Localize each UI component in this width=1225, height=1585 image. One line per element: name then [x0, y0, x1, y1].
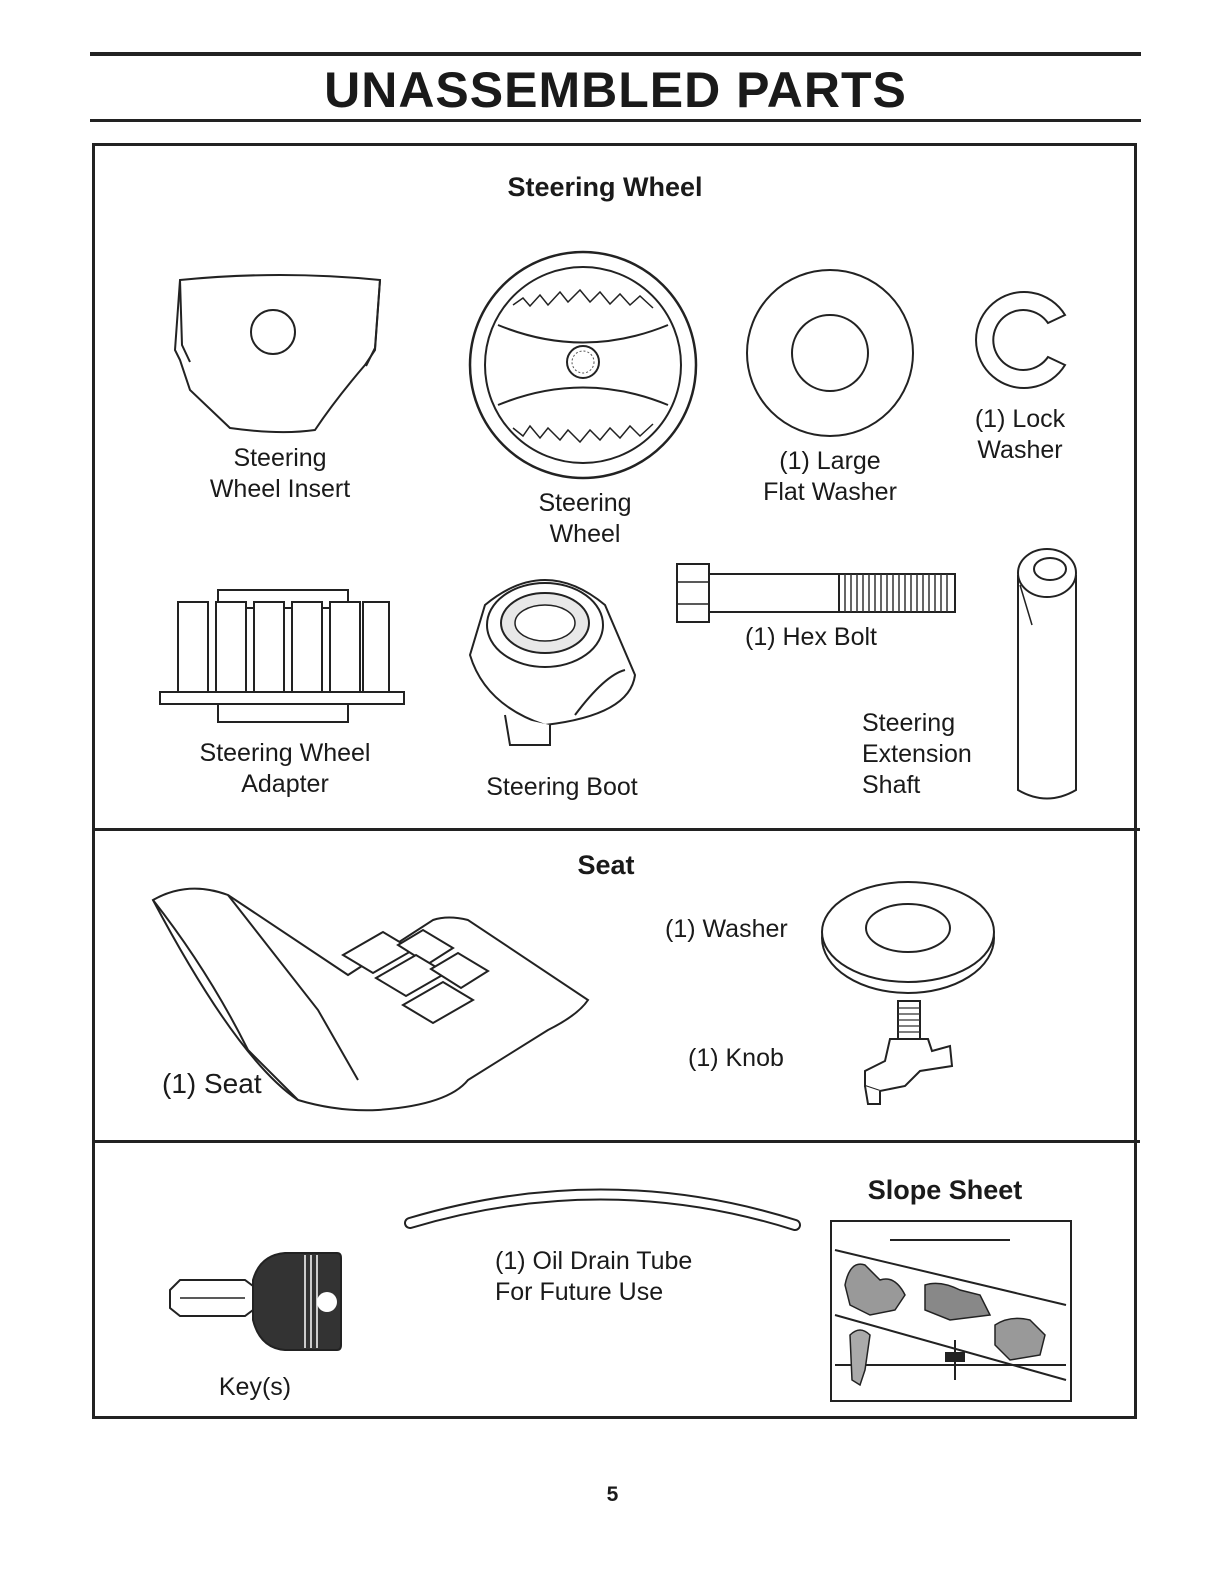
steering-section-title: Steering Wheel — [507, 172, 703, 202]
steering-boot-illustration — [465, 565, 645, 750]
steering-wheel-adapter-label: Steering Wheel Adapter — [199, 739, 371, 798]
steering-extension-shaft-illustration — [1012, 545, 1082, 810]
section-divider-2 — [92, 1140, 1140, 1143]
washer-illustration — [818, 880, 998, 1005]
large-flat-washer-label: (1) Large Flat Washer — [763, 447, 897, 506]
steering-extension-shaft-label: Steering Extension Shaft — [862, 709, 972, 799]
key-illustration — [165, 1250, 345, 1355]
page-number: 5 — [606, 1483, 619, 1506]
page-title: UNASSEMBLED PARTS — [324, 62, 907, 118]
section-divider-1 — [92, 828, 1140, 831]
title-underline — [90, 119, 1141, 122]
seat-label: (1) Seat — [162, 1068, 262, 1099]
steering-wheel-label: Steering Wheel — [538, 489, 632, 548]
steering-wheel-insert-label: Steering Wheel Insert — [209, 444, 351, 503]
oil-drain-tube-label: (1) Oil Drain Tube For Future Use — [495, 1247, 693, 1306]
steering-wheel-illustration — [468, 250, 698, 480]
top-rule — [90, 52, 1141, 56]
hex-bolt-label: (1) Hex Bolt — [745, 623, 877, 651]
oil-drain-tube-illustration — [405, 1185, 800, 1240]
keys-label: Key(s) — [218, 1373, 292, 1401]
steering-boot-label: Steering Boot — [486, 773, 638, 801]
hex-bolt-illustration — [675, 562, 960, 624]
large-flat-washer-illustration — [745, 268, 915, 438]
slope-sheet-illustration — [830, 1220, 1072, 1402]
seat-section-title: Seat — [577, 850, 635, 880]
knob-label: (1) Knob — [688, 1044, 784, 1072]
steering-wheel-adapter-illustration — [158, 588, 408, 728]
lock-washer-illustration — [970, 285, 1080, 395]
lock-washer-label: (1) Lock Washer — [974, 405, 1066, 464]
steering-wheel-insert-illustration — [170, 270, 390, 440]
washer-label: (1) Washer — [665, 915, 788, 943]
slope-sheet-title: Slope Sheet — [867, 1175, 1023, 1205]
knob-illustration — [860, 996, 960, 1106]
